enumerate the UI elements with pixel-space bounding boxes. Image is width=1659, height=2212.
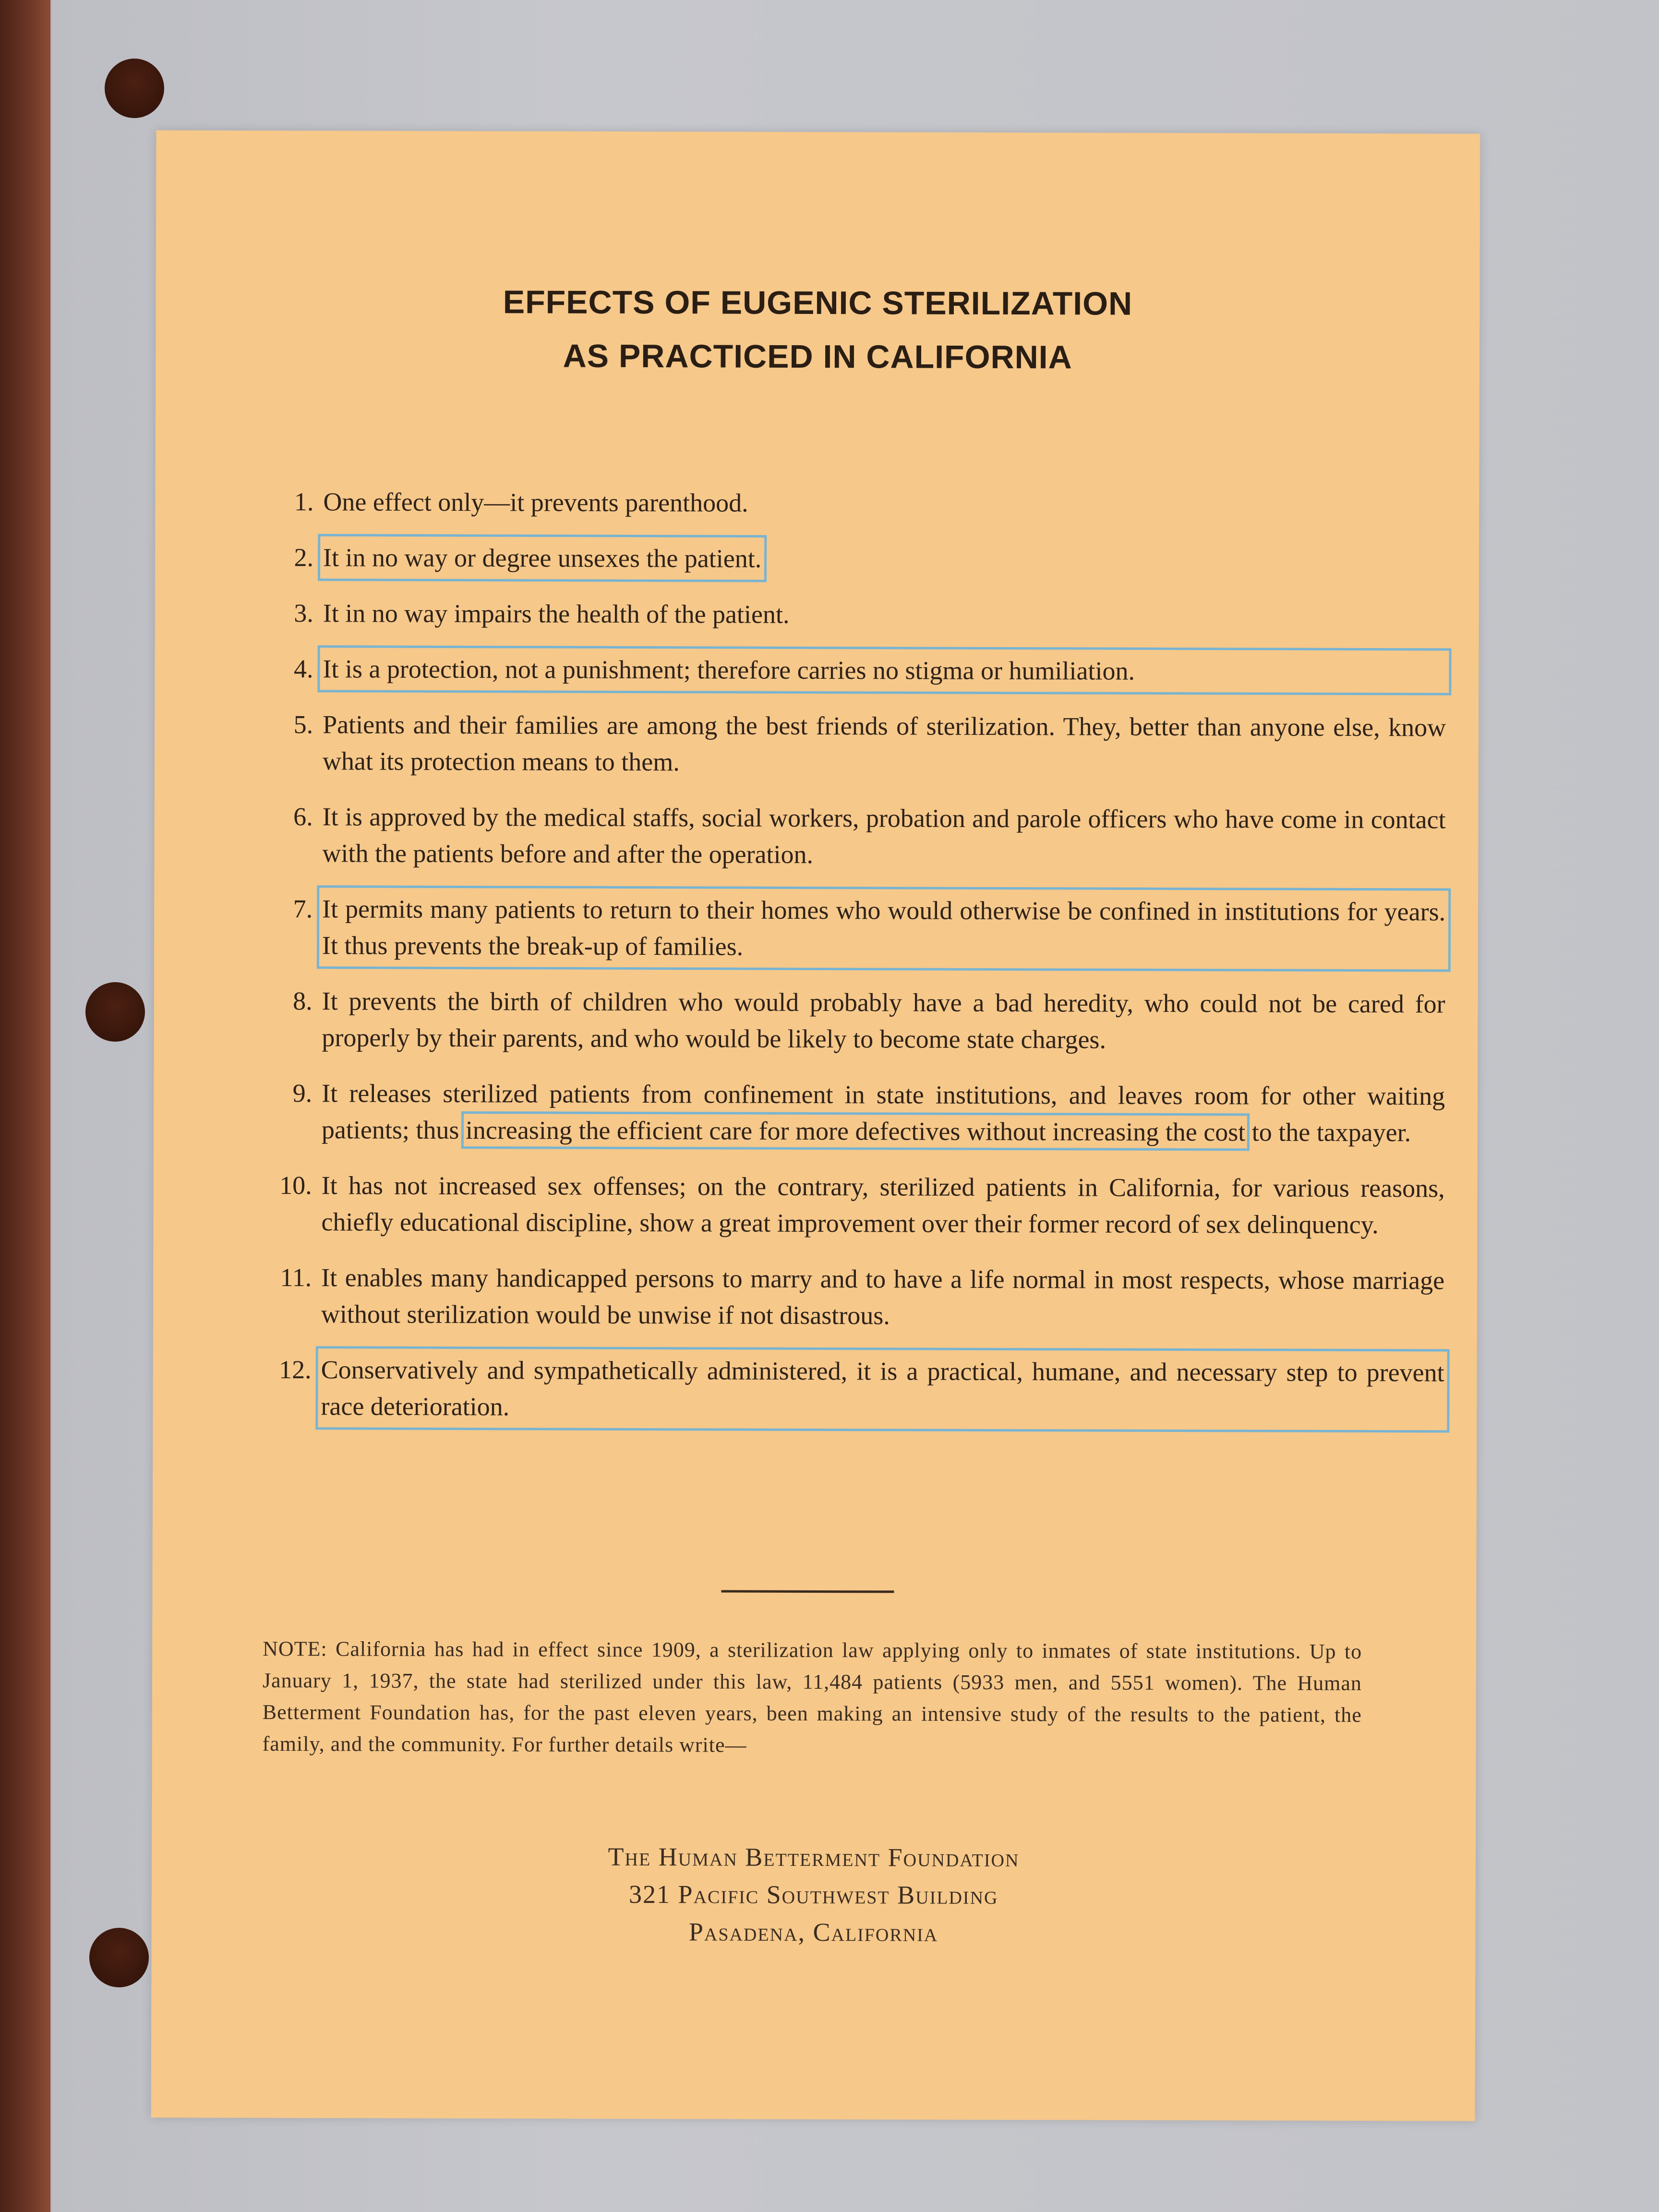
binder-edge (0, 0, 50, 2212)
item-number: 8. (293, 986, 313, 1016)
item-number: 10. (279, 1171, 312, 1200)
title-line-2: AS PRACTICED IN CALIFORNIA (563, 337, 1072, 376)
item-text-after: to the taxpayer. (1245, 1118, 1411, 1147)
section-divider (721, 1590, 894, 1593)
list-item-6 (245, 798, 1445, 875)
item-text: One effect only—it prevents parenthood. (323, 487, 748, 517)
item-text-highlighted: It in no way or degree unsexes the patient. (323, 539, 761, 577)
title-line-1: EFFECTS OF EUGENIC STERILIZATION (503, 284, 1133, 322)
item-text: It has not increased sex offenses; on the contrary, sterilized patients in California, for various reasons, chiefly educational discipline, show a great improvement over their former record of sex delinquency. (321, 1171, 1445, 1239)
list-item-2 (246, 539, 1446, 579)
list-item-12 (244, 1351, 1444, 1428)
item-text-highlighted: It is a protection, not a punishment; therefore carries no stigma or humiliation. (323, 650, 1446, 690)
item-number: 11. (280, 1263, 312, 1292)
effects-list (244, 483, 1446, 1428)
item-number: 5. (293, 710, 313, 739)
item-text (322, 1075, 1445, 1151)
paper-sheet (151, 130, 1480, 2121)
list-item-10 (244, 1167, 1444, 1243)
punch-hole-middle (85, 982, 145, 1042)
foundation-city: Pasadena, California (688, 1917, 938, 1947)
item-text: It is approved by the medical staffs, social workers, probation and parole officers who have come in contact with the patients before and after the operation. (322, 802, 1446, 869)
list-item-3 (246, 595, 1446, 635)
list-item-7 (245, 890, 1445, 967)
item-number: 7. (293, 894, 313, 924)
list-item-5 (246, 706, 1446, 782)
item-text-highlighted: increasing the efficient care for more defectives without increasing the cost (465, 1116, 1246, 1147)
foundation-name: The Human Betterment Foundation (608, 1842, 1020, 1873)
item-number: 4. (293, 654, 313, 684)
item-text-highlighted: Conservatively and sympathetically administered, it is a practical, humane, and necessary step to prevent race deterioration. (321, 1351, 1444, 1427)
item-number: 2. (294, 543, 314, 572)
foundation-building: 321 Pacific Southwest Building (629, 1879, 998, 1910)
item-text-highlighted: It permits many patients to return to their homes who would otherwise be confined in institutions for years. It thus prevents the break-up of families. (322, 890, 1445, 966)
item-number: 9. (292, 1079, 313, 1108)
item-text: It in no way impairs the health of the patient. (323, 599, 790, 629)
item-number: 12. (279, 1355, 312, 1384)
item-text-before: It releases sterilized patients from confinement in state institutions, and leaves room for other waiting patients; thus (321, 1079, 1445, 1145)
footnote: NOTE: California has had in effect since 1909, a sterilization law applying only to inmates of state institutions. Up to January 1, 1937, the state had sterilized under this law, 11,484 patients (5933 men, and 5551 women). The Human Betterment Foundation has, for the past eleven years, been making an intensive study of the results to the patient, the family, and the community. For further details write— (262, 1636, 1362, 1757)
list-item-4 (246, 650, 1446, 690)
item-text: It prevents the birth of children who would probably have a bad heredity, who could not be cared for properly by their parents, and who would be likely to become state charges. (322, 986, 1445, 1054)
list-item-1 (246, 483, 1446, 523)
page-title (156, 274, 1480, 385)
list-item-11 (244, 1259, 1444, 1335)
list-item-9 (245, 1075, 1445, 1151)
item-number: 1. (294, 487, 314, 517)
punch-hole-bottom (89, 1928, 149, 1987)
foundation-address (152, 1837, 1476, 1952)
punch-hole-top (105, 59, 164, 118)
list-item-8 (245, 983, 1445, 1059)
item-number: 3. (294, 599, 313, 628)
item-number: 6. (293, 802, 313, 831)
item-text: It enables many handicapped persons to marry and to have a life normal in most respects, whose marriage without sterilization would be unwise if not disastrous. (321, 1263, 1445, 1330)
item-text: Patients and their families are among the best friends of sterilization. They, better than anyone else, know what its protection means to them. (322, 710, 1446, 777)
